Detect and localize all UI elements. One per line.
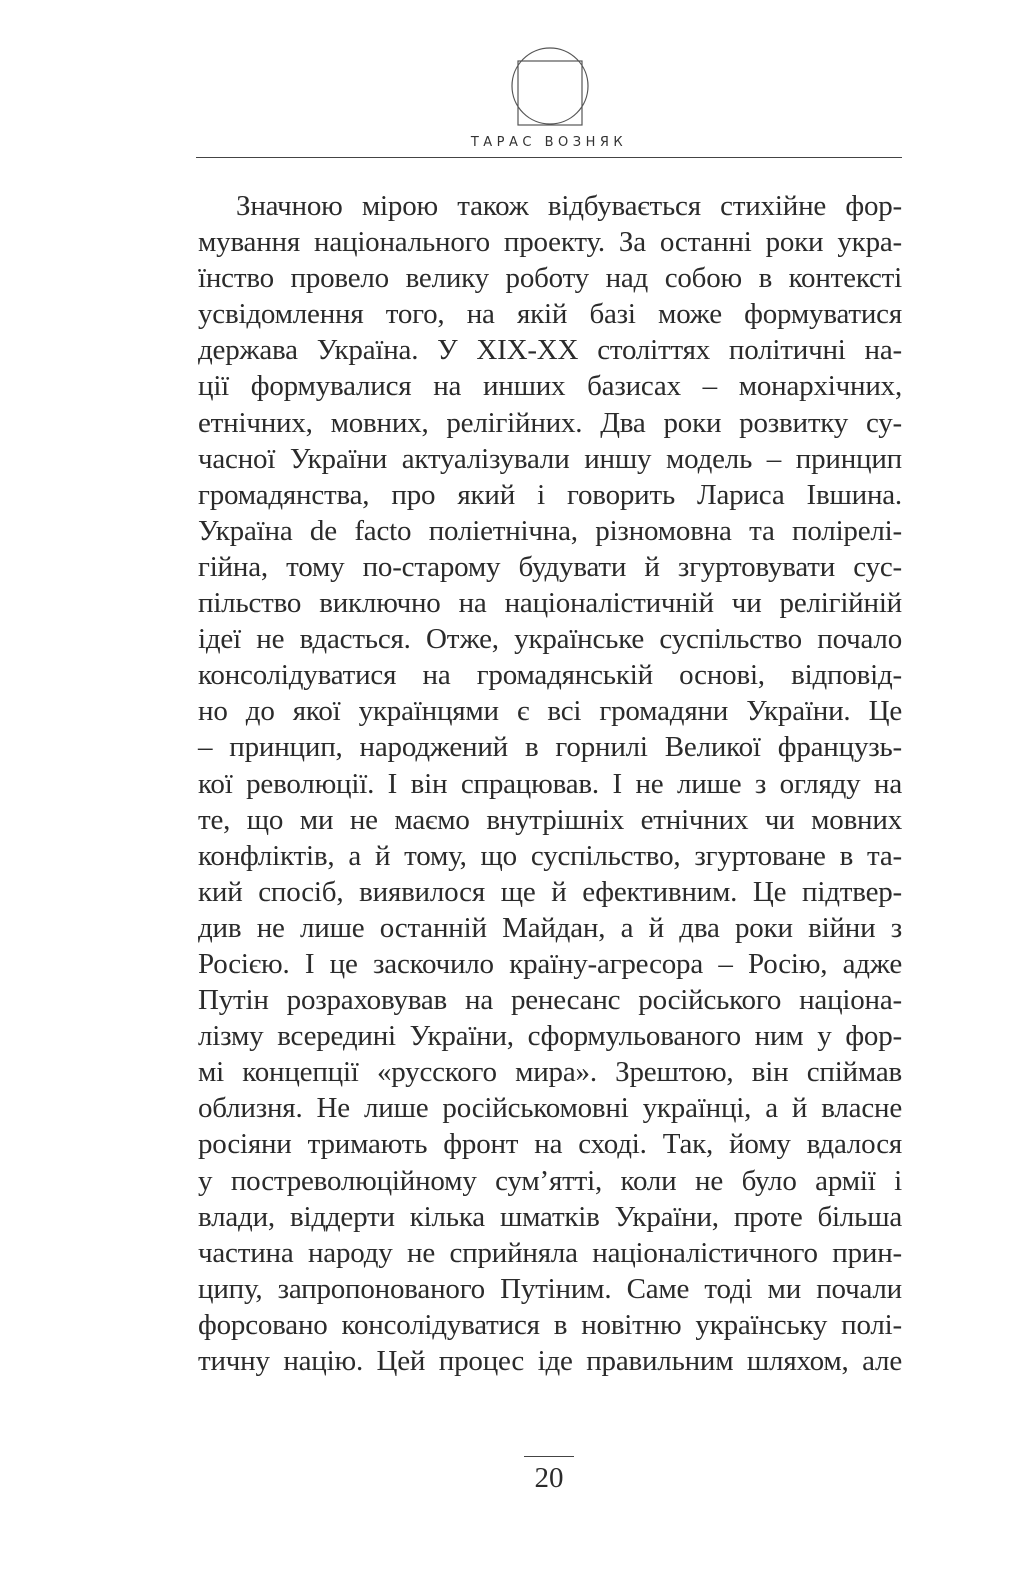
text-line: кий спосіб, виявилося ще й ефективним. Це підтвер- [198, 875, 902, 908]
running-head: ТАРАС ВОЗНЯК [470, 135, 628, 150]
text-line: мування національного проекту. За останні роки укра- [198, 226, 902, 259]
text-line: кої революції. І він спрацював. І не лише з огляду на [198, 767, 902, 800]
text-line: гійна, тому по-старому будувати й згуртовувати сус- [198, 550, 902, 583]
text-line: конфліктів, а й тому, що суспільство, згуртоване в та- [198, 839, 902, 872]
text-line: громадянства, про який і говорить Лариса Івшина. [198, 478, 902, 511]
header-rule [196, 157, 902, 158]
text-line: ідеї не вдасться. Отже, українське суспільство почало [198, 623, 902, 656]
text-line: у постреволюційному сум’ятті, коли не було армії і [198, 1164, 902, 1197]
text-line: Значною мірою також відбувається стихійне фор- [236, 190, 902, 222]
text-line: влади, віддерти кілька шматків України, проте більша [198, 1200, 902, 1233]
page-number: 20 [534, 1462, 564, 1494]
text-line: тичну націю. Цей процес іде правильним шляхом, але [198, 1345, 902, 1377]
text-line: ції формувалися на инших базисах – монархічних, [198, 370, 902, 403]
text-line: пільство виключно на націоналістичній чи релігійній [198, 587, 902, 620]
text-line: Росією. І це заскочило країну-агресора – Росію, адже [198, 947, 902, 980]
text-line: Путін розраховував на ренесанс російського націона- [198, 984, 902, 1017]
text-line: Україна de facto поліетнічна, різномовна та полірелі- [198, 514, 902, 547]
text-line: мі концепції «русского мира». Зрештою, він спіймав [198, 1056, 902, 1089]
text-line: частина народу не сприйняла націоналістичного прин- [198, 1236, 902, 1269]
text-line: но до якої українцями є всі громадяни України. Це [198, 695, 902, 728]
text-line: етнічних, мовних, релігійних. Два роки розвитку су- [198, 406, 902, 439]
text-line: облизня. Не лише російськомовні українці, а й власне [198, 1092, 902, 1125]
folio-rule [524, 1456, 574, 1457]
text-line: – принцип, народжений в горнилі Великої французь- [198, 731, 902, 764]
text-line: їнство провело велику роботу над собою в контексті [198, 262, 902, 295]
text-line: держава Україна. У XIX-XX століттях політичні на- [198, 334, 902, 367]
text-line: лізму всередині України, сформульованого ним у фор- [198, 1020, 902, 1053]
body-text [198, 188, 902, 1379]
header-emblem-icon [510, 46, 590, 126]
text-line: часної України актуалізували иншу модель – принцип [198, 442, 902, 475]
text-line: див не лише останній Майдан, а й два роки війни з [198, 911, 902, 944]
text-line: те, що ми не маємо внутрішніх етнічних чи мовних [198, 803, 902, 836]
text-line: усвідомлення того, на якій базі може формуватися [198, 298, 902, 331]
text-line: форсовано консолідуватися в новітню українську полі- [198, 1308, 902, 1341]
text-line: ципу, запропонованого Путіним. Саме тоді ми почали [198, 1272, 902, 1305]
text-line: росіяни тримають фронт на сході. Так, йому вдалося [198, 1128, 902, 1161]
text-line: консолідуватися на громадянській основі, відповід- [198, 659, 902, 692]
